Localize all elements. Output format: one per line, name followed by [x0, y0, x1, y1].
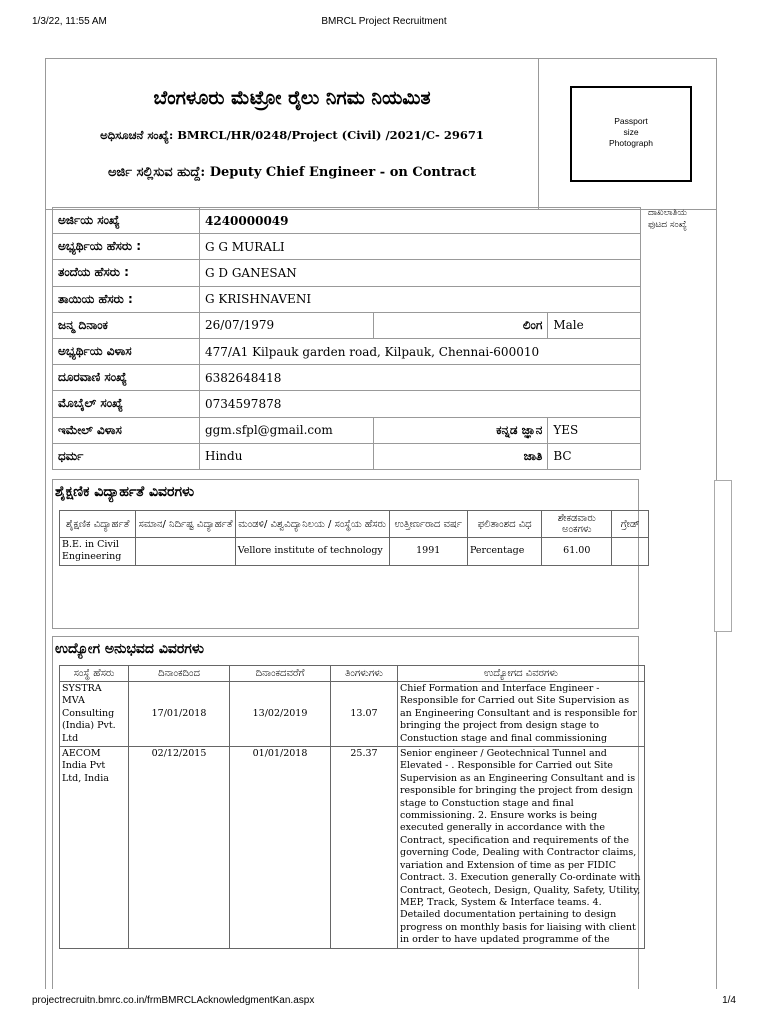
kannada-value: YES — [548, 417, 641, 443]
email-label: ಇಮೇಲ್ ವಿಳಾಸ — [53, 417, 200, 443]
edu-head-percent: ಶೇಕಡವಾರು ಅಂಕಗಳು — [542, 511, 612, 538]
education-section — [52, 479, 639, 629]
exp-details: Chief Formation and Interface Engineer - Responsible for Carried out Site Supervision as an Engineering Consultant and is responsible for bringing the project from design stage to Constuction stage and final commissioning — [398, 682, 645, 747]
row-app-no — [53, 208, 641, 234]
row-father — [53, 260, 641, 286]
exp-to: 13/02/2019 — [230, 682, 331, 747]
exp-head-from: ದಿನಾಂಕದಿಂದ — [129, 666, 230, 682]
edu-head-result: ಫಲಿತಾಂಶದ ವಿಧ — [467, 511, 541, 538]
exp-to: 01/01/2018 — [230, 747, 331, 949]
edu-head-equivalent: ಸಮಾನ/ ನಿರ್ದಿಷ್ಟ ವಿದ್ಯಾರ್ಹತೆ — [136, 511, 235, 538]
row-dob — [53, 312, 641, 338]
notification-value: : BMRCL/HR/0248/Project (Civil) /2021/C- 29671 — [168, 128, 484, 142]
edu-head-qualification: ಶೈಕ್ಷಣಿಕ ವಿದ್ಯಾರ್ಹತೆ — [60, 511, 136, 538]
applicant-info-table — [52, 207, 641, 470]
edu-result: Percentage — [467, 538, 541, 566]
edu-head-year: ಉತ್ತೀರ್ಣರಾದ ವರ್ಷ — [389, 511, 467, 538]
religion-value: Hindu — [200, 443, 374, 469]
edu-year: 1991 — [389, 538, 467, 566]
notification-line — [46, 128, 538, 143]
father-value: G D GANESAN — [200, 260, 641, 286]
exp-head-months: ತಿಂಗಳುಗಳು — [331, 666, 398, 682]
print-url: projectrecruitn.bmrc.co.in/frmBMRCLAcknowledgmentKan.aspx — [32, 995, 315, 1006]
edu-percent: 61.00 — [542, 538, 612, 566]
gender-label: ಲಿಂಗ — [374, 312, 548, 338]
edu-head-grade: ಗ್ರೇಡ್ — [612, 511, 649, 538]
phone-label: ದೂರವಾಣಿ ಸಂಖ್ಯೆ — [53, 365, 200, 391]
mother-value: G KRISHNAVENI — [200, 286, 641, 312]
name-label: ಅಭ್ಯರ್ಥಿಯ ಹೆಸರು : — [53, 234, 200, 260]
edu-head-institute: ಮಂಡಳಿ/ ವಿಶ್ವವಿದ್ಯಾನಿಲಯ / ಸಂಸ್ಥೆಯ ಹೆಸರು — [235, 511, 389, 538]
print-title: BMRCL Project Recruitment — [321, 16, 447, 27]
edu-qualification: B.E. in Civil Engineering — [60, 538, 136, 566]
form-header — [46, 59, 716, 210]
side-note-line-1: ದಾಖಲಾತಿಯ — [648, 208, 687, 218]
exp-details: Senior engineer / Geotechnical Tunnel and Elevated - . Responsible for Carried out Site Supervision as an Engineering Consultant and is responsible for bringing the project from design stage to Constuction stage and final commissioning. 2. Ensure works is being executed generally in accordance with the Contract, specification and requirements of the governing Code, Dealing with Contractor claims, variation and Extension of time as per FIDIC Contract. 3. Execution generally Co-ordinate with Contract, Geotech, Design, Quality, Safety, Utility, MEP, Track, System & Interface teams. 4. Detailed documentation pertaining to design progress on monthly basis for liaising with client in order to have updated programme of the — [398, 747, 645, 949]
side-note-line-2: ಫುಟದ ಸಂಖ್ಯೆ — [648, 220, 687, 230]
exp-head-org: ಸಂಸ್ಥೆ ಹೆಸರು — [60, 666, 129, 682]
side-note — [648, 207, 687, 231]
exp-months: 25.37 — [331, 747, 398, 949]
table-row — [60, 538, 649, 566]
photo-text-3: Photograph — [609, 138, 653, 148]
experience-section — [52, 636, 639, 989]
row-phone — [53, 365, 641, 391]
acknowledgement-sheet — [45, 58, 717, 989]
caste-label: ಜಾತಿ — [374, 443, 548, 469]
photo-text-2: size — [623, 127, 639, 137]
passport-photo-box — [570, 86, 692, 182]
experience-header-row — [60, 666, 645, 682]
edu-grade — [612, 538, 649, 566]
mobile-value: 0734597878 — [200, 391, 641, 417]
kannada-label: ಕನ್ನಡ ಜ್ಞಾನ — [374, 417, 548, 443]
app-no-label: ಅರ್ಜಿಯ ಸಂಖ್ಯೆ — [53, 208, 200, 234]
mother-label: ತಾಯಿಯ ಹೆಸರು : — [53, 286, 200, 312]
edu-institute: Vellore institute of technology — [235, 538, 389, 566]
exp-from: 02/12/2015 — [129, 747, 230, 949]
notification-label: ಅಧಿಸೂಚನೆ ಸಂಖ್ಯೆ — [100, 128, 169, 142]
caste-value: BC — [548, 443, 641, 469]
address-label: ಅಭ್ಯರ್ಥಿಯ ವಿಳಾಸ — [53, 338, 200, 364]
exp-head-to: ದಿನಾಂಕದವರೆಗೆ — [230, 666, 331, 682]
post-value: : Deputy Chief Engineer - on Contract — [200, 165, 477, 180]
row-address — [53, 338, 641, 364]
address-value: 477/A1 Kilpauk garden road, Kilpauk, Chennai-600010 — [200, 338, 641, 364]
row-mobile — [53, 391, 641, 417]
header-divider — [538, 59, 539, 209]
table-row — [60, 682, 645, 747]
education-header-row — [60, 511, 649, 538]
exp-months: 13.07 — [331, 682, 398, 747]
exp-org: AECOM India Pvt Ltd, India — [60, 747, 129, 949]
print-datetime: 1/3/22, 11:55 AM — [32, 16, 107, 27]
mobile-label: ಮೊಬೈಲ್ ಸಂಖ್ಯೆ — [53, 391, 200, 417]
name-value: G G MURALI — [200, 234, 641, 260]
father-label: ತಂದೆಯ ಹೆಸರು : — [53, 260, 200, 286]
phone-value: 6382648418 — [200, 365, 641, 391]
org-title: ಬೆಂಗಳೂರು ಮೆಟ್ರೋ ರೈಲು ನಿಗಮ ನಿಯಮಿತ — [153, 87, 431, 109]
print-page-number: 1/4 — [722, 995, 736, 1006]
exp-head-details: ಉದ್ಯೋಗದ ವಿವರಗಳು — [398, 666, 645, 682]
experience-table — [59, 665, 645, 949]
app-no-value: 4240000049 — [200, 208, 641, 234]
row-religion — [53, 443, 641, 469]
row-email — [53, 417, 641, 443]
post-label: ಅರ್ಜಿ ಸಲ್ಲಿಸುವ ಹುದ್ದೆ — [107, 165, 201, 180]
row-name — [53, 234, 641, 260]
email-value: ggm.sfpl@gmail.com — [200, 417, 374, 443]
education-table — [59, 510, 649, 566]
edu-equivalent — [136, 538, 235, 566]
experience-title: ಉದ್ಯೋಗ ಅನುಭವದ ವಿವರಗಳು — [55, 641, 204, 657]
table-row — [60, 747, 645, 949]
dob-label: ಜನ್ಮ ದಿನಾಂಕ — [53, 312, 200, 338]
education-title: ಶೈಕ್ಷಣಿಕ ವಿದ್ಯಾರ್ಹತೆ ವಿವರಗಳು — [55, 484, 195, 500]
post-line — [46, 165, 538, 180]
religion-label: ಧರ್ಮ — [53, 443, 200, 469]
dob-value: 26/07/1979 — [200, 312, 374, 338]
gender-value: Male — [548, 312, 641, 338]
exp-org: SYSTRA MVA Consulting (India) Pvt. Ltd — [60, 682, 129, 747]
exp-from: 17/01/2018 — [129, 682, 230, 747]
photo-text-1: Passport — [614, 116, 648, 126]
row-mother — [53, 286, 641, 312]
page-scrollbar[interactable] — [714, 480, 732, 632]
